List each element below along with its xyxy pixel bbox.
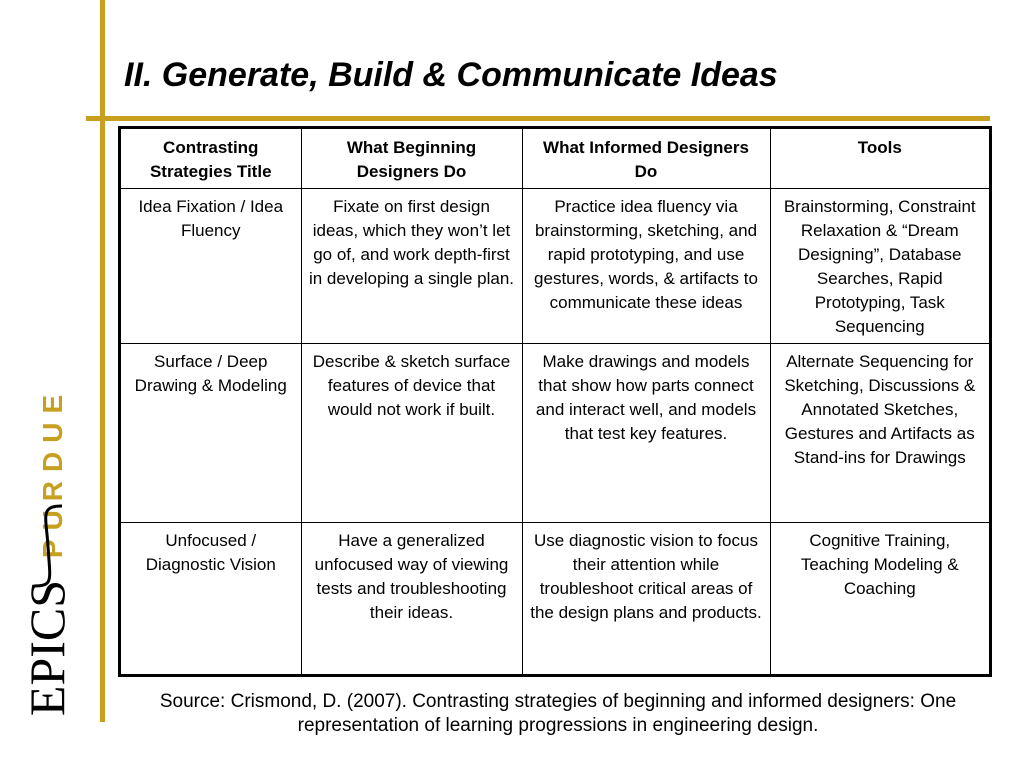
strategies-table bbox=[121, 129, 989, 677]
header-contrasting-strategies: Contrasting Strategies Title bbox=[121, 129, 301, 189]
purdue-wordmark: PURDUE bbox=[37, 385, 68, 559]
table-cell: Cognitive Training, Teaching Modeling & Coaching bbox=[770, 523, 989, 677]
table-cell: Unfocused / Diagnostic Vision bbox=[121, 523, 301, 677]
source-citation: Source: Crismond, D. (2007). Contrasting strategies of beginning and informed designers: One representation of learning progressions in engineering design. bbox=[159, 691, 957, 736]
epics-purdue-logo bbox=[0, 290, 100, 730]
slide-title: II. Generate, Build & Communicate Ideas bbox=[124, 56, 778, 94]
table-cell: Alternate Sequencing for Sketching, Discussions & Annotated Sketches, Gestures and Artifacts as Stand-ins for Drawings bbox=[770, 344, 989, 523]
gold-horizontal-rule bbox=[86, 116, 990, 121]
table-cell: Use diagnostic vision to focus their attention while troubleshoot critical areas of the design plans and products. bbox=[522, 523, 770, 677]
table-row bbox=[121, 344, 989, 523]
table-header-row bbox=[121, 129, 989, 189]
table-cell: Describe & sketch surface features of device that would not work if built. bbox=[301, 344, 522, 523]
header-beginning-designers: What Beginning Designers Do bbox=[301, 129, 522, 189]
table-cell: Have a generalized unfocused way of viewing tests and troubleshooting their ideas. bbox=[301, 523, 522, 677]
strategies-table-frame bbox=[118, 126, 992, 677]
table-cell: Surface / Deep Drawing & Modeling bbox=[121, 344, 301, 523]
header-tools: Tools bbox=[770, 129, 989, 189]
gold-vertical-rule bbox=[100, 0, 105, 722]
table-row bbox=[121, 189, 989, 344]
table-cell: Idea Fixation / Idea Fluency bbox=[121, 189, 301, 344]
table-cell: Make drawings and models that show how parts connect and interact well, and models that test key features. bbox=[522, 344, 770, 523]
header-informed-designers: What Informed Designers Do bbox=[522, 129, 770, 189]
table-cell: Fixate on first design ideas, which they won’t let go of, and work depth-first in developing a single plan. bbox=[301, 189, 522, 344]
epics-wordmark: EPICS bbox=[19, 579, 75, 717]
epics-purdue-logo-graphic bbox=[0, 290, 100, 730]
table-row bbox=[121, 523, 989, 677]
table-cell: Brainstorming, Constraint Relaxation & “Dream Designing”, Database Searches, Rapid Prototyping, Task Sequencing bbox=[770, 189, 989, 344]
table-cell: Practice idea fluency via brainstorming, sketching, and rapid prototyping, and use gestures, words, & artifacts to communicate these ideas bbox=[522, 189, 770, 344]
